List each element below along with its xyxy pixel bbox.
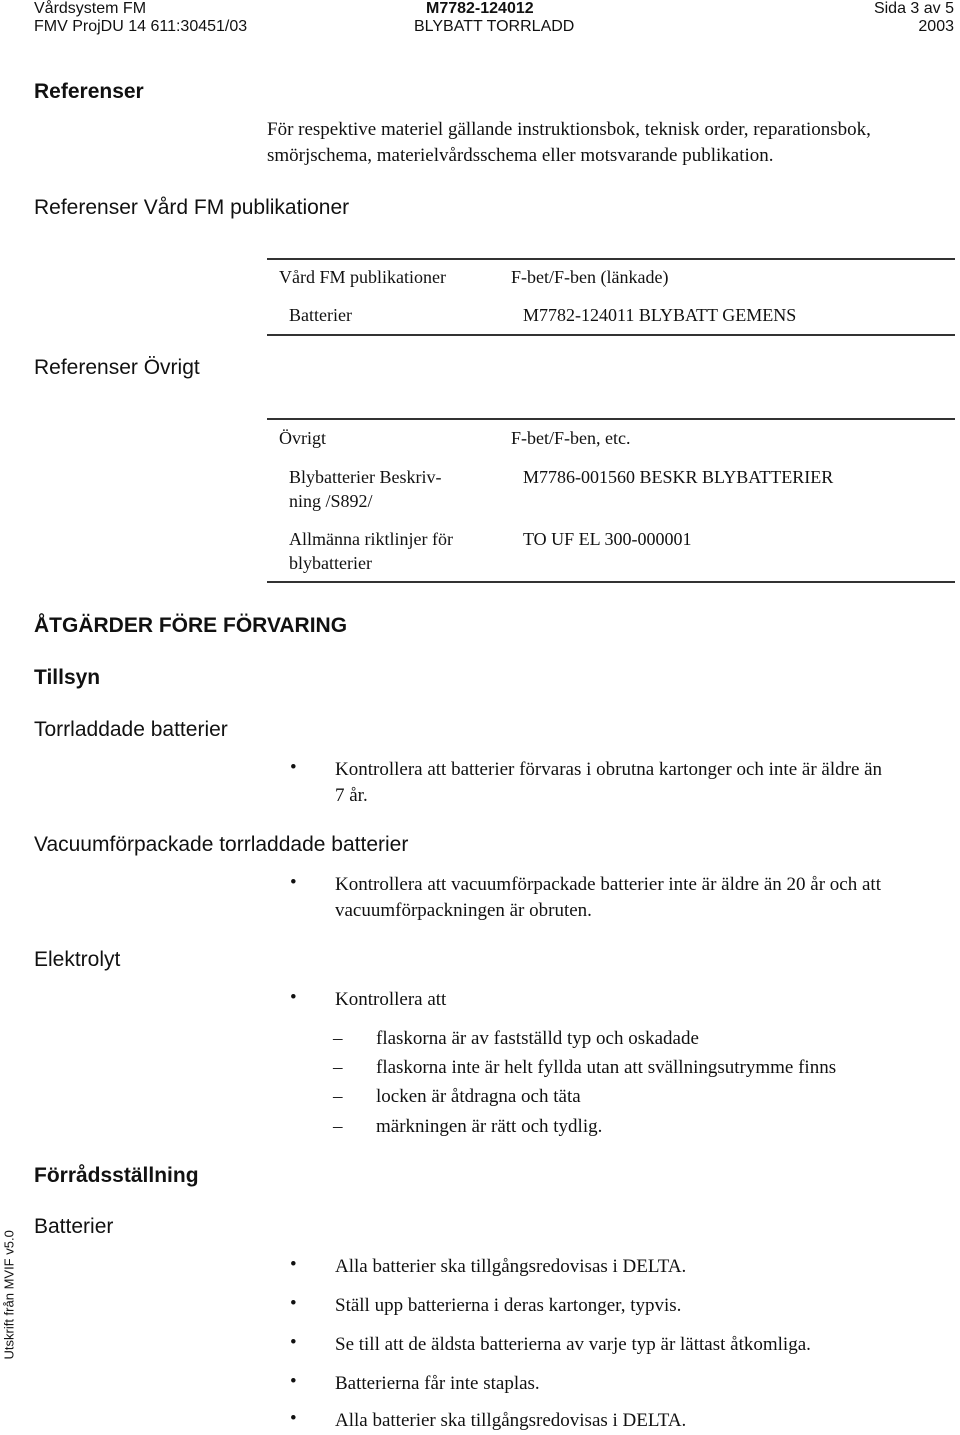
ref-vard-col2-header: F-bet/F-ben (länkade): [511, 267, 669, 287]
elektrolyt-dash-item-1: flaskorna är av fastställd typ och oskadade: [376, 1028, 699, 1049]
elektrolyt-bullet: Kontrollera att: [335, 989, 447, 1010]
header-project: FMV ProjDU 14 611:30451/03: [34, 18, 248, 35]
section-title-vacuum: Vacuumförpackade torrladdade batterier: [34, 833, 409, 856]
dash-glyph: –: [333, 1116, 343, 1137]
bullet-glyph: •: [290, 1408, 297, 1429]
bullet-glyph: •: [290, 1371, 297, 1392]
bullet-glyph: •: [290, 1254, 297, 1275]
elektrolyt-dash-item-3: locken är åtdragna och täta: [376, 1086, 581, 1107]
ref-vard-row-c2: M7782-124011 BLYBATT GEMENS: [523, 305, 797, 325]
bullet-glyph: •: [290, 1293, 297, 1314]
ref-ovrigt-row1-c1b: ning /S892/: [289, 491, 373, 511]
bullet-glyph: •: [290, 987, 297, 1008]
batterier-bullet-1: Alla batterier ska tillgångsredovisas i DELTA.: [335, 1256, 687, 1277]
table-bottom-rule: [267, 334, 955, 336]
elektrolyt-dash-item-4: märkningen är rätt och tydlig.: [376, 1116, 603, 1137]
section-title-forradsstallning: Förrådsställning: [34, 1164, 199, 1187]
vacuum-bullet-line1: Kontrollera att vacuumförpackade batterier inte är äldre än 20 år och att: [335, 874, 881, 895]
batterier-bullet-3: Se till att de äldsta batterierna av varje typ är lättast åtkomliga.: [335, 1334, 811, 1355]
ref-vard-col1-header: Vård FM publikationer: [279, 267, 446, 287]
header-doc-title: BLYBATT TORRLADD: [414, 18, 575, 35]
section-title-ref-vard: Referenser Vård FM publikationer: [34, 196, 350, 219]
torrladdade-bullet-line1: Kontrollera att batterier förvaras i obrutna kartonger och inte är äldre än: [335, 759, 883, 780]
table-top-rule: [267, 418, 955, 420]
section-title-tillsyn: Tillsyn: [34, 666, 101, 689]
bullet-glyph: •: [290, 1332, 297, 1353]
section-title-ref-ovrigt: Referenser Övrigt: [34, 356, 200, 379]
table-top-rule: [267, 258, 955, 260]
bullet-glyph: •: [290, 757, 297, 778]
table-bottom-rule: [267, 581, 955, 583]
header-year: 2003: [918, 18, 954, 35]
torrladdade-bullet-line2: 7 år.: [335, 785, 368, 806]
side-print-label: Utskrift från MVIF v5.0: [1, 1230, 17, 1360]
section-title-referenser: Referenser: [34, 80, 144, 103]
elektrolyt-dash-item-2: flaskorna inte är helt fyllda utan att svällningsutrymme finns: [376, 1057, 837, 1078]
section-title-torrladdade: Torrladdade batterier: [34, 718, 228, 741]
batterier-bullet-4: Batterierna får inte staplas.: [335, 1373, 540, 1394]
referenser-text-line1: För respektive materiel gällande instruktionsbok, teknisk order, reparationsbok,: [267, 119, 871, 140]
ref-ovrigt-row2-c2: TO UF EL 300-000001: [523, 529, 692, 549]
referenser-text-line2: smörjschema, materielvårdsschema eller motsvarande publikation.: [267, 145, 774, 166]
dash-glyph: –: [333, 1086, 343, 1107]
vacuum-bullet-line2: vacuumförpackningen är obruten.: [335, 900, 592, 921]
header-doc-number: M7782-124012: [426, 0, 534, 17]
ref-ovrigt-row1-c1a: Blybatterier Beskriv-: [289, 467, 442, 487]
dash-glyph: –: [333, 1057, 343, 1078]
section-title-batterier: Batterier: [34, 1215, 114, 1238]
ref-ovrigt-row2-c1a: Allmänna riktlinjer för: [289, 529, 453, 549]
header-page: Sida 3 av 5: [873, 0, 954, 17]
ref-ovrigt-col2-header: F-bet/F-ben, etc.: [511, 428, 631, 448]
section-title-elektrolyt: Elektrolyt: [34, 948, 121, 971]
batterier-bullet-5: Alla batterier ska tillgångsredovisas i DELTA.: [335, 1410, 687, 1431]
ref-vard-row-c1: Batterier: [289, 305, 352, 325]
dash-glyph: –: [333, 1028, 343, 1049]
ref-ovrigt-col1-header: Övrigt: [279, 428, 326, 448]
ref-ovrigt-row2-c1b: blybatterier: [289, 553, 372, 573]
ref-ovrigt-row1-c2: M7786-001560 BESKR BLYBATTERIER: [523, 467, 834, 487]
section-title-atgarder: ÅTGÄRDER FÖRE FÖRVARING: [34, 614, 348, 637]
batterier-bullet-2: Ställ upp batterierna i deras kartonger, typvis.: [335, 1295, 682, 1316]
header-system: Vårdsystem FM: [34, 0, 147, 17]
bullet-glyph: •: [290, 872, 297, 893]
